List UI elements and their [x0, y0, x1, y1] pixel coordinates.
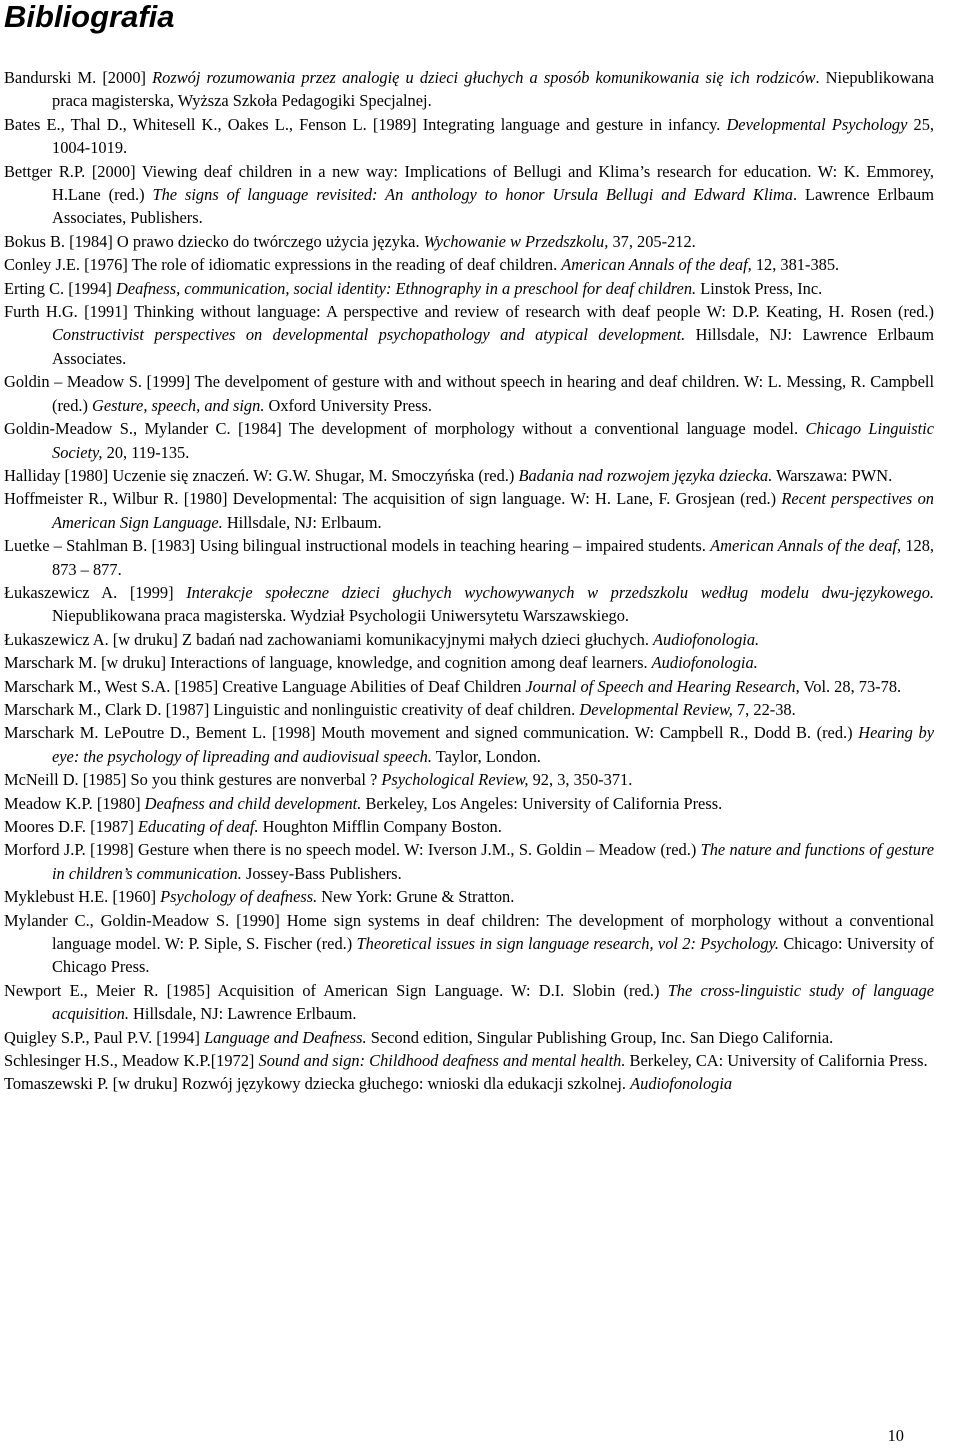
entry-text: . Lawrence Erlbaum Associates, Publishers.: [52, 185, 934, 228]
entry-text: Morford J.P. [1998] Gesture when there is no speech model. W: Iverson J.M., S. Goldin – Meadow (red.): [4, 840, 701, 860]
bibliography-entry: [4, 838, 934, 885]
entry-title-italic: Constructivist perspectives on developmental psychopathology and atypical development.: [52, 325, 686, 345]
bibliography-entry: [4, 909, 934, 979]
entry-text: 7, 22-38.: [732, 699, 796, 719]
entry-text: Erting C. [1994]: [4, 278, 116, 298]
entry-text: Quigley S.P., Paul P.V. [1994]: [4, 1027, 205, 1047]
entry-title-italic: Hearing by eye: the psychology of lipreading and audiovisual speech.: [52, 723, 934, 766]
entry-text: Mylander C., Goldin-Meadow S. [1990] Home sign systems in deaf children: The development of morphology without a conventional language model. W: P. Siple, S. Fischer (red.): [4, 910, 934, 954]
bibliography-entry: [4, 581, 934, 628]
entry-text: 12, 381-385.: [751, 255, 840, 275]
page-number: 10: [887, 1426, 904, 1445]
entry-title-italic: Chicago Linguistic Society,: [52, 419, 934, 462]
entry-title-italic: Interakcje społeczne dzieci głuchych wychowywanych w przedszkolu według modelu dwu-językowego.: [186, 582, 935, 602]
entry-text: Łukaszewicz A. [1999]: [4, 582, 187, 602]
entry-title-italic: Developmental Review,: [579, 699, 733, 719]
entry-title-italic: Sound and sign: Childhood deafness and mental health.: [258, 1051, 626, 1071]
bibliography-entry: [4, 1072, 934, 1095]
entry-title-italic: Audiofonologia.: [651, 653, 758, 673]
bibliography-entry: [4, 815, 934, 838]
entry-text: 128, 873 – 877.: [52, 536, 935, 579]
entry-title-italic: Psychological Review,: [381, 770, 529, 790]
bibliography-entry: [4, 792, 934, 815]
entry-text: Marschark M. LePoutre D., Bement L. [1998] Mouth movement and signed communication. W: Campbell R., Dodd B. (red.): [4, 723, 859, 743]
bibliography-entry: [4, 1026, 934, 1049]
bibliography-entry: [4, 253, 934, 276]
entry-text: Goldin-Meadow S., Mylander C. [1984] The development of morphology without a conventional language model.: [4, 419, 806, 439]
entry-text: Goldin – Meadow S. [1999] The develpoment of gesture with and without speech in hearing and deaf children. W: L. Messing, R. Campbell (red.): [4, 372, 934, 415]
entry-title-italic: American Annals of the deaf,: [710, 536, 902, 556]
entry-text: Conley J.E. [1976] The role of idiomatic expressions in the reading of deaf children.: [4, 255, 562, 275]
page-title: Bibliografia: [4, 0, 175, 34]
entry-text: Vol. 28, 73-78.: [799, 676, 902, 696]
entry-title-italic: Psychology of deafness.: [160, 887, 318, 907]
entry-text: Berkeley, CA: University of California Press.: [625, 1051, 928, 1071]
entry-text: Oxford University Press.: [264, 395, 432, 415]
entry-title-italic: Recent perspectives on American Sign Language.: [52, 489, 934, 532]
bibliography-entry: [4, 160, 934, 230]
bibliography-entry: [4, 628, 934, 651]
entry-text: Bokus B. [1984] O prawo dziecko do twórczego użycia języka.: [4, 231, 424, 251]
entry-title-italic: Deafness and child development.: [144, 793, 362, 813]
entry-text: 37, 205-212.: [608, 231, 696, 251]
bibliography-entry: [4, 230, 934, 253]
bibliography-entry: [4, 370, 934, 417]
entry-text: . Niepublikowana praca magisterska, Wyższa Szkoła Pedagogiki Specjalnej.: [52, 68, 935, 111]
entry-text: Warszawa: PWN.: [772, 465, 893, 485]
bibliography-entry: [4, 534, 934, 581]
entry-text: Linstok Press, Inc.: [696, 278, 823, 298]
bibliography-entry: [4, 651, 934, 674]
entry-title-italic: Language and Deafness.: [204, 1027, 367, 1047]
bibliography-entry: [4, 675, 934, 698]
entry-text: Marschark M. [w druku] Interactions of language, knowledge, and cognition among deaf learners.: [4, 653, 652, 673]
entry-text: Luetke – Stahlman B. [1983] Using bilingual instructional models in teaching hearing – impaired students.: [4, 536, 711, 556]
entry-text: Berkeley, Los Angeles: University of California Press.: [361, 793, 723, 813]
entry-text: Hillsdale, NJ: Lawrence Erlbaum Associates.: [52, 325, 934, 368]
entry-text: McNeill D. [1985] So you think gestures are nonverbal ?: [4, 770, 382, 790]
bibliography-entry: [4, 113, 934, 160]
entry-text: 20, 119-135.: [102, 442, 190, 462]
bibliography-entry: [4, 487, 934, 534]
entry-title-italic: Developmental Psychology: [726, 114, 908, 134]
bibliography-entry: [4, 66, 934, 113]
entry-text: 92, 3, 350-371.: [528, 770, 633, 790]
entry-text: Halliday [1980] Uczenie się znaczeń. W: G.W. Shugar, M. Smoczyńska (red.): [4, 465, 519, 485]
bibliography-entry: [4, 464, 934, 487]
entry-text: Meadow K.P. [1980]: [4, 793, 145, 813]
entry-text: Bandurski M. [2000]: [4, 68, 153, 87]
entry-text: Jossey-Bass Publishers.: [241, 863, 402, 883]
entry-text: Tomaszewski P. [w druku] Rozwój językowy dziecka głuchego: wnioski dla edukacji szkolnej.: [4, 1074, 631, 1094]
entry-text: Łukaszewicz A. [w druku] Z badań nad zachowaniami komunikacyjnymi małych dzieci głuchych.: [4, 629, 654, 649]
entry-text: 25, 1004-1019.: [52, 114, 934, 158]
entry-title-italic: Audiofonologia: [630, 1074, 733, 1094]
entry-title-italic: Journal of Speech and Hearing Research,: [525, 676, 800, 696]
entry-title-italic: Theoretical issues in sign language research, vol 2: Psychology.: [356, 934, 779, 954]
entry-text: Bettger R.P. [2000] Viewing deaf children in a new way: Implications of Bellugi and Klima’s research for education. W: K. Emmorey, H.Lane (red.): [4, 161, 934, 205]
entry-text: Newport E., Meier R. [1985] Acquisition of American Sign Language. W: D.I. Slobin (red.): [4, 980, 668, 1000]
entry-text: Chicago: University of Chicago Press.: [52, 934, 934, 977]
entry-text: Schlesinger H.S., Meadow K.P.[1972]: [4, 1051, 259, 1071]
entry-title-italic: Audiofonologia.: [653, 629, 760, 649]
entry-title-italic: American Annals of the deaf,: [561, 255, 752, 275]
bibliography-entry: [4, 1049, 934, 1072]
entry-text: Moores D.F. [1987]: [4, 817, 138, 836]
entry-text: Bates E., Thal D., Whitesell K., Oakes L., Fenson L. [1989] Integrating language and gesture in infancy.: [4, 114, 727, 134]
entry-text: Marschark M., West S.A. [1985] Creative Language Abilities of Deaf Children: [4, 676, 526, 696]
entry-title-italic: The signs of language revisited: An anthology to honor Ursula Bellugi and Edward Klima: [152, 185, 793, 205]
entry-title-italic: Educating of deaf.: [137, 817, 259, 836]
bibliography-entry: [4, 768, 934, 791]
entry-text: Taylor, London.: [431, 746, 541, 766]
entry-title-italic: Rozwój rozumowania przez analogię u dzieci głuchych a sposób komunikowania się ich rodziców: [152, 68, 816, 87]
entry-text: Houghton Mifflin Company Boston.: [258, 817, 502, 836]
entry-text: Niepublikowana praca magisterska. Wydział Psychologii Uniwersytetu Warszawskiego.: [52, 606, 629, 626]
bibliography-entry: [4, 300, 934, 370]
bibliography-entry: [4, 417, 934, 464]
entry-title-italic: The nature and functions of gesture in children’s communication.: [52, 840, 934, 883]
entry-text: Hillsdale, NJ: Erlbaum.: [222, 512, 382, 532]
entry-title-italic: Wychowanie w Przedszkolu,: [423, 231, 609, 251]
entry-text: New York: Grune & Stratton.: [317, 887, 515, 907]
entry-text: Second edition, Singular Publishing Group, Inc. San Diego California.: [366, 1027, 834, 1047]
entry-text: Myklebust H.E. [1960]: [4, 887, 161, 907]
entry-text: Furth H.G. [1991] Thinking without language: A perspective and review of research with deaf people W: D.P. Keating, H. Rosen (red.): [4, 302, 934, 322]
bibliography-entry: [4, 698, 934, 721]
entry-text: Hillsdale, NJ: Lawrence Erlbaum.: [128, 1004, 357, 1024]
entry-title-italic: The cross-linguistic study of language acquisition.: [52, 980, 934, 1024]
bibliography-list: [4, 66, 934, 1096]
entry-title-italic: Deafness, communication, social identity: Ethnography in a preschool for deaf children.: [116, 278, 697, 298]
bibliography-entry: [4, 979, 934, 1026]
entry-text: Marschark M., Clark D. [1987] Linguistic and nonlinguistic creativity of deaf children.: [4, 699, 580, 719]
bibliography-entry: [4, 277, 934, 300]
bibliography-entry: [4, 721, 934, 768]
bibliography-entry: [4, 885, 934, 908]
entry-text: Hoffmeister R., Wilbur R. [1980] Developmental: The acquisition of sign language. W: H. Lane, F. Grosjean (red.): [4, 489, 782, 509]
entry-title-italic: Gesture, speech, and sign.: [92, 395, 265, 415]
entry-title-italic: Badania nad rozwojem języka dziecka.: [518, 465, 773, 485]
